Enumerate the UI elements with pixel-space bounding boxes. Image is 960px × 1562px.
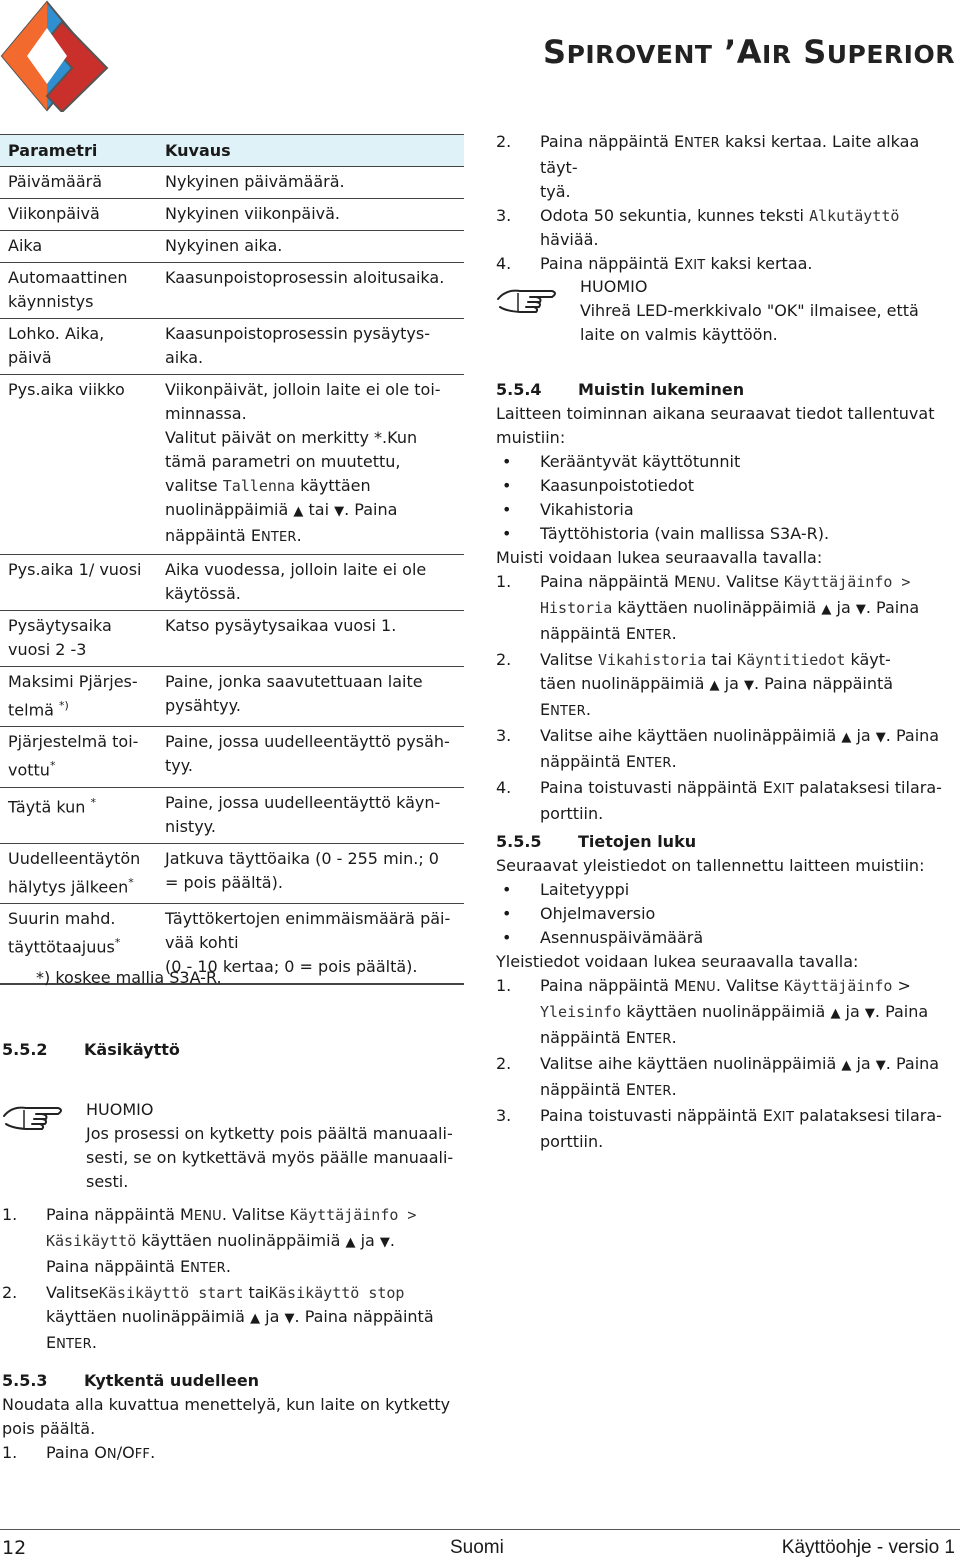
param-cell: Maksimi Pjärjes- telmä *) xyxy=(0,667,157,727)
list-item: 4. Paina toistuvasti näppäintä EXIT palataksesi tilara- porttiin. xyxy=(496,778,942,823)
section-heading-553: 5.5.3 Kytkentä uudelleen xyxy=(2,1371,260,1390)
table-row xyxy=(0,555,464,611)
parameter-table xyxy=(0,134,464,985)
up-arrow-icon: ▲ xyxy=(345,1235,356,1250)
list-item: 1. Paina näppäintä MENU. Valitse Käyttäjäinfo > Yleisinfo käyttäen nuolinäppäimiä ▲ ja ▼. Paina näppäintä ENTER. xyxy=(496,976,929,1047)
bullet-item: • Kaasunpoistotiedot xyxy=(502,476,695,495)
desc-cell: Jatkuva täyttöaika (0 - 255 min.; 0 = pois päältä). xyxy=(157,843,464,903)
bullet-item: • Asennuspäivämäärä xyxy=(502,928,704,947)
up-arrow-icon: ▲ xyxy=(841,730,852,745)
note-title: HUOMIO xyxy=(580,277,648,296)
paragraph-line: pois päältä. xyxy=(2,1419,96,1438)
desc-cell: Viikonpäivät, jolloin laite ei ole toi- minnassa. Valitut päivät on merkitty *.Kun tämä parametri on muutettu, valitse Tallenna käyttäen nuolinäppäimiä ▲ tai ▼. Paina näppäintä ENTER. xyxy=(157,375,464,555)
desc-cell: Paine, jonka saavutettuaan laite pysähtyy. xyxy=(157,667,464,727)
footer-language: Suomi xyxy=(450,1537,504,1558)
section-554 xyxy=(496,378,958,826)
list-item: 4. Paina näppäintä EXIT kaksi kertaa. xyxy=(496,254,813,273)
param-cell: Pys.aika viikko xyxy=(0,375,157,555)
param-cell: Suurin mahd. täyttötaajuus* xyxy=(0,903,157,984)
note-line: Jos prosessi on kytketty pois päältä manuaali- xyxy=(86,1124,453,1143)
section-heading-554: 5.5.4 Muistin lukeminen xyxy=(496,380,745,399)
table-row xyxy=(0,231,464,263)
bullet-item: • Laitetyyppi xyxy=(502,880,630,899)
bullet-item: • Ohjelmaversio xyxy=(502,904,656,923)
desc-cell: Nykyinen aika. xyxy=(157,231,464,263)
list-item: 1. Paina ON/OFF. xyxy=(2,1443,156,1462)
pointing-hand-icon xyxy=(496,281,560,321)
up-arrow-icon: ▲ xyxy=(293,504,304,519)
table-row xyxy=(0,167,464,199)
section-heading-552: 5.5.2 Käsikäyttö xyxy=(2,1040,180,1059)
table-row xyxy=(0,199,464,231)
up-arrow-icon: ▲ xyxy=(821,602,832,617)
list-item: 2. Valitse aihe käyttäen nuolinäppäimiä ▲ ja ▼. Paina näppäintä ENTER. xyxy=(496,1054,940,1099)
paragraph-line: Yleistiedot voidaan lukea seuraavalla tavalla: xyxy=(496,952,859,971)
table-row xyxy=(0,787,464,843)
paragraph-line: Seuraavat yleistiedot on tallennettu laitteen muistiin: xyxy=(496,856,925,875)
note-led xyxy=(496,275,956,351)
param-cell: Uudelleentäytön hälytys jälkeen* xyxy=(0,843,157,903)
down-arrow-icon: ▼ xyxy=(743,678,754,693)
param-cell: Pysäytysaika vuosi 2 -3 xyxy=(0,611,157,667)
list-item: 3. Odota 50 sekuntia, kunnes teksti Alkutäyttö häviää. xyxy=(496,206,900,249)
down-arrow-icon: ▼ xyxy=(875,730,886,745)
param-cell: Täytä kun * xyxy=(0,787,157,843)
desc-cell: Kaasunpoistoprosessin aloitusaika. xyxy=(157,263,464,319)
paragraph-line: Laitteen toiminnan aikana seuraavat tiedot tallentuvat xyxy=(496,404,935,423)
up-arrow-icon: ▲ xyxy=(709,678,720,693)
brand-title: SPIROVENT ’AIR SUPERIOR xyxy=(543,33,955,71)
pointing-hand-icon xyxy=(2,1098,66,1138)
menu-item-tallenna: Tallenna xyxy=(222,477,295,495)
list-item: 2. ValitseKäsikäyttö start taiKäsikäyttö stop käyttäen nuolinäppäimiä ▲ ja ▼. Paina näppäintä ENTER. xyxy=(2,1283,434,1352)
bullet-item: • Täyttöhistoria (vain mallissa S3A-R). xyxy=(502,524,830,543)
footer-document-title: Käyttöohje - versio 1 xyxy=(781,1537,955,1558)
down-arrow-icon: ▼ xyxy=(855,602,866,617)
down-arrow-icon: ▼ xyxy=(864,1006,875,1021)
list-item: 1. Paina näppäintä MENU. Valitse Käyttäjäinfo > Käsikäyttö käyttäen nuolinäppäimiä ▲ ja ▼. Paina näppäintä ENTER. xyxy=(2,1205,417,1276)
note-line: laite on valmis käyttöön. xyxy=(580,325,778,344)
param-cell: Automaattinen käynnistys xyxy=(0,263,157,319)
table-header-row xyxy=(0,135,464,167)
table-row xyxy=(0,319,464,375)
section-555 xyxy=(496,830,958,1154)
desc-cell: Katso pysäytysaikaa vuosi 1. xyxy=(157,611,464,667)
desc-cell: Kaasunpoistoprosessin pysäytys- aika. xyxy=(157,319,464,375)
list-item: 2. Valitse Vikahistoria tai Käyntitiedot käyt- täen nuolinäppäimiä ▲ ja ▼. Paina näppäintä ENTER. xyxy=(496,650,894,719)
up-arrow-icon: ▲ xyxy=(830,1006,841,1021)
param-cell: Lohko. Aika, päivä xyxy=(0,319,157,375)
column-header-parameter: Parametri xyxy=(0,135,157,167)
up-arrow-icon: ▲ xyxy=(841,1058,852,1073)
bullet-item: • Vikahistoria xyxy=(502,500,634,519)
paragraph-line: Noudata alla kuvattua menettelyä, kun laite on kytketty xyxy=(2,1395,451,1414)
up-arrow-icon: ▲ xyxy=(250,1311,261,1326)
desc-cell: Paine, jossa uudelleentäyttö pysäh- tyy. xyxy=(157,727,464,787)
table-row xyxy=(0,727,464,787)
table-row xyxy=(0,611,464,667)
note-title: HUOMIO xyxy=(86,1100,154,1119)
spirovent-logo xyxy=(0,0,110,112)
param-cell: Päivämäärä xyxy=(0,167,157,199)
down-arrow-icon: ▼ xyxy=(334,504,345,519)
table-footnote: *) koskee mallia S3A-R. xyxy=(36,968,222,987)
param-cell: Aika xyxy=(0,231,157,263)
column-header-description: Kuvaus xyxy=(157,135,464,167)
list-item: 3. Paina toistuvasti näppäintä EXIT palataksesi tilara- porttiin. xyxy=(496,1106,942,1151)
section-heading-555: 5.5.5 Tietojen luku xyxy=(496,832,697,851)
param-cell: Viikonpäivä xyxy=(0,199,157,231)
steps-right-top xyxy=(496,130,956,278)
list-item: 3. Valitse aihe käyttäen nuolinäppäimiä ▲ ja ▼. Paina näppäintä ENTER. xyxy=(496,726,940,771)
param-cell: Pjärjestelmä toi- vottu* xyxy=(0,727,157,787)
note-line: Vihreä LED-merkkivalo "OK" ilmaisee, että xyxy=(580,301,919,320)
note-line: sesti, se on kytkettävä myös päälle manuaali- xyxy=(86,1148,454,1167)
desc-cell: Nykyinen viikonpäivä. xyxy=(157,199,464,231)
list-item: 2. Paina näppäintä ENTER kaksi kertaa. Laite alkaa täyt- tyä. xyxy=(496,132,920,201)
paragraph-line: Muisti voidaan lukea seuraavalla tavalla: xyxy=(496,548,823,567)
table-row xyxy=(0,667,464,727)
down-arrow-icon: ▼ xyxy=(875,1058,886,1073)
note-line: sesti. xyxy=(86,1172,129,1191)
param-cell: Pys.aika 1/ vuosi xyxy=(0,555,157,611)
table-row xyxy=(0,843,464,903)
desc-cell: Paine, jossa uudelleentäyttö käyn- nistyy. xyxy=(157,787,464,843)
desc-cell: Täyttökertojen enimmäismäärä päi- vää kohti (0 - 10 kertaa; 0 = pois päältä). xyxy=(157,903,464,984)
paragraph-line: muistiin: xyxy=(496,428,566,447)
note-manual xyxy=(2,1098,462,1198)
down-arrow-icon: ▼ xyxy=(379,1235,390,1250)
desc-cell: Aika vuodessa, jolloin laite ei ole käytössä. xyxy=(157,555,464,611)
section-553 xyxy=(2,1369,472,1467)
footer-divider xyxy=(0,1529,960,1530)
steps-552 xyxy=(2,1203,472,1357)
desc-cell: Nykyinen päivämäärä. xyxy=(157,167,464,199)
down-arrow-icon: ▼ xyxy=(284,1311,295,1326)
page-number: 12 xyxy=(2,1537,27,1559)
list-item: 1. Paina näppäintä MENU. Valitse Käyttäjäinfo > Historia käyttäen nuolinäppäimiä ▲ ja ▼. Paina näppäintä ENTER. xyxy=(496,572,920,643)
table-row xyxy=(0,375,464,555)
table-row xyxy=(0,263,464,319)
bullet-item: • Kerääntyvät käyttötunnit xyxy=(502,452,741,471)
